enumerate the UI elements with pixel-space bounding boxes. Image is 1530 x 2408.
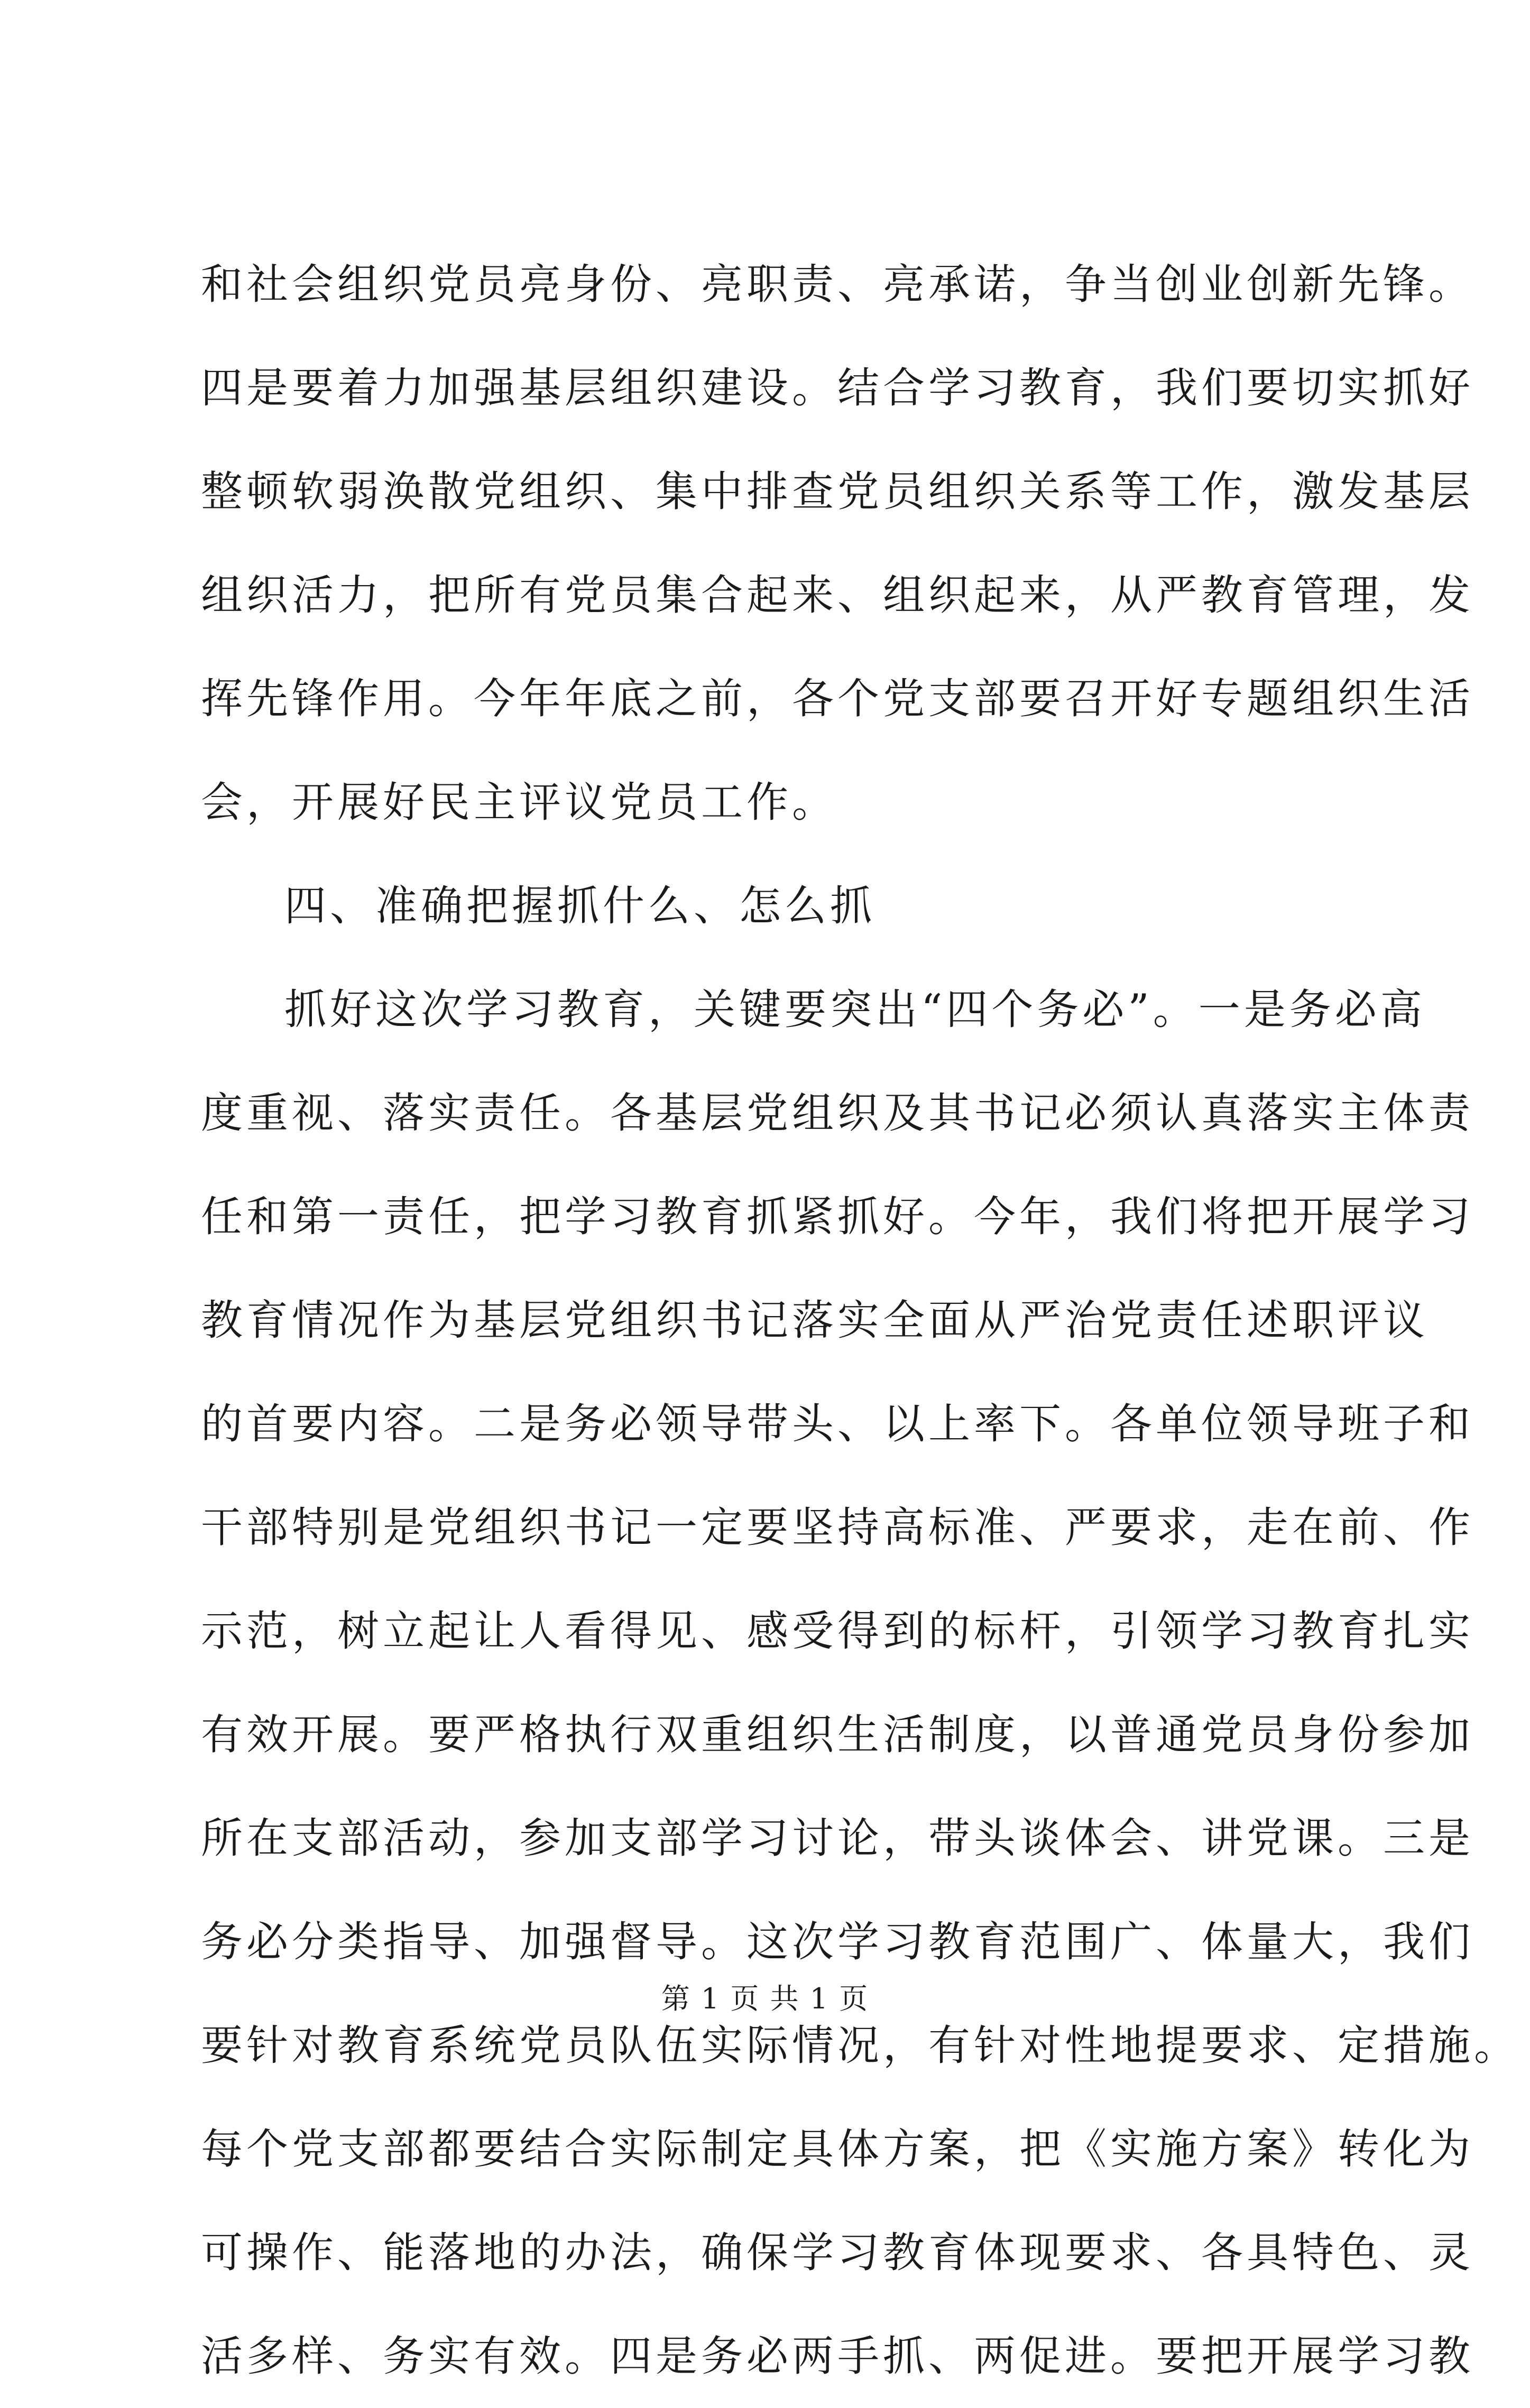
text-line: 有效开展。要严格执行双重组织生活制度，以普通党员身份参加: [201, 1710, 1474, 1759]
text-line: 挥先锋作用。今年年底之前，各个党支部要召开好专题组织生活: [201, 674, 1474, 723]
text-line: 任和第一责任，把学习教育抓紧抓好。今年，我们将把开展学习: [201, 1192, 1474, 1241]
text-line: 要针对教育系统党员队伍实际情况，有针对性地提要求、定措施。: [201, 2021, 1519, 2070]
text-line: 务必分类指导、加强督导。这次学习教育范围广、体量大，我们: [201, 1918, 1474, 1966]
text-line: 度重视、落实责任。各基层党组织及其书记必须认真落实主体责: [201, 1089, 1474, 1137]
page-number-footer: 第 1 页 共 1 页: [661, 1982, 869, 2015]
text-line: 抓好这次学习教育，关键要突出“四个务必”。一是务必高: [284, 985, 1426, 1034]
text-line: 的首要内容。二是务必领导带头、以上率下。各单位领导班子和: [201, 1400, 1474, 1448]
text-line: 和社会组织党员亮身份、亮职责、亮承诺，争当创业创新先锋。: [201, 260, 1474, 309]
text-line: 活多样、务实有效。四是务必两手抓、两促进。要把开展学习教: [201, 2332, 1474, 2381]
text-line: 示范，树立起让人看得见、感受得到的标杆，引领学习教育扎实: [201, 1607, 1474, 1655]
text-line: 可操作、能落地的办法，确保学习教育体现要求、各具特色、灵: [201, 2228, 1474, 2277]
text-line: 四是要着力加强基层组织建设。结合学习教育，我们要切实抓好: [201, 364, 1474, 412]
text-line: 干部特别是党组织书记一定要坚持高标准、严要求，走在前、作: [201, 1503, 1474, 1552]
text-line: 所在支部活动，参加支部学习讨论，带头谈体会、讲党课。三是: [201, 1814, 1474, 1863]
section-heading: 四、准确把握抓什么、怎么抓: [284, 882, 875, 930]
text-line: 组织活力，把所有党员集合起来、组织起来，从严教育管理，发: [201, 571, 1474, 619]
text-line: 每个党支部都要结合实际制定具体方案，把《实施方案》转化为: [201, 2125, 1474, 2173]
text-line: 教育情况作为基层党组织书记落实全面从严治党责任述职评议: [201, 1296, 1428, 1345]
text-line: 整顿软弱涣散党组织、集中排查党员组织关系等工作，激发基层: [201, 467, 1474, 516]
text-line: 会，开展好民主评议党员工作。: [201, 778, 837, 827]
document-body: [201, 233, 1519, 2408]
